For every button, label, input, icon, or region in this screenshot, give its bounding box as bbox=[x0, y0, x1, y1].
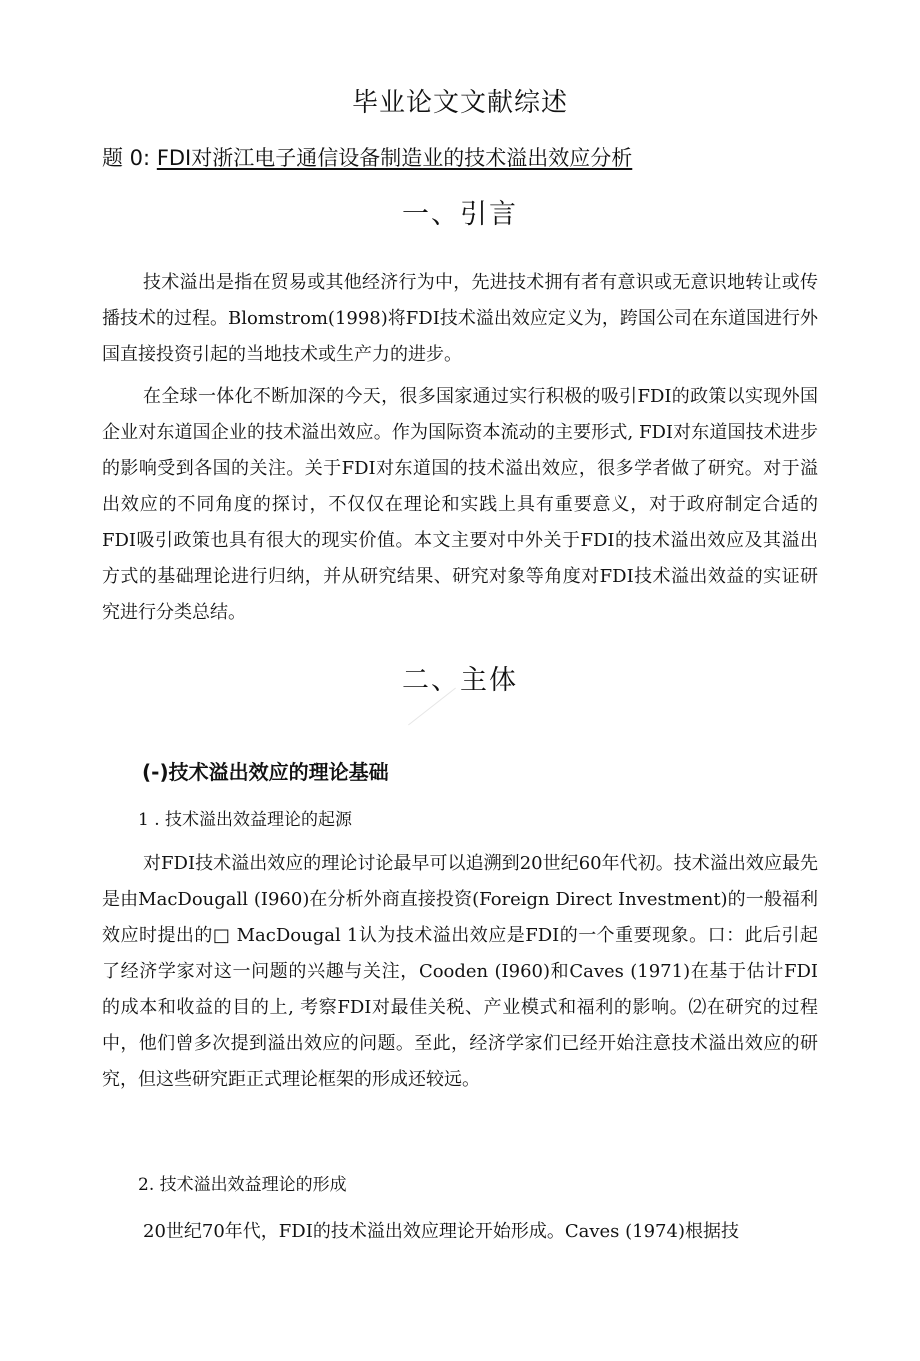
formation-paragraph: 20世纪70年代，FDI的技术溢出效应理论开始形成。Caves (1974)根据技 bbox=[143, 1221, 739, 1242]
origin-paragraph: 对FDI技术溢出效应的理论讨论最早可以追溯到20世纪60年代初。技术溢出效应最先是由MacDougall (I960)在分析外商直接投资(Foreign Direct Investment)的一般福利效应时提出的□ MacDougal 1认为技术溢出效应是FDI的一个重要现象。口：此后引起了经济学家对这一问题的兴趣与关注，Cooden (I960)和Caves (1971)在基于估计FDI的成本和收益的目的上, 考察FDI对最佳关税、产业模式和福利的影响。⑵在研究的过程中，他们曾多次提到溢出效应的问题。至此，经济学家们已经开始注意技术溢出效应的研究，但这些研究距正式理论框架的形成还较远。 bbox=[102, 853, 818, 1090]
topic-label: 题 0: bbox=[102, 146, 151, 170]
document-title: 毕业论文文献综述 bbox=[351, 88, 568, 118]
topic-line bbox=[102, 142, 822, 172]
item-heading-origin: 1 . 技术溢出效益理论的起源 bbox=[138, 810, 353, 830]
topic-text: FDI对浙江电子通信设备制造业的技术溢出效应分析 bbox=[156, 146, 633, 170]
section-heading-main-body: 二、主体 bbox=[402, 665, 518, 696]
intro-paragraph-1: 技术溢出是指在贸易或其他经济行为中，先进技术拥有者有意识或无意识地转让或传播技术的过程。Blomstrom(1998)将FDI技术溢出效应定义为，跨国公司在东道国进行外国直接投资引起的当地技术或生产力的进步。 bbox=[102, 272, 818, 365]
item-heading-formation: 2. 技术溢出效益理论的形成 bbox=[138, 1175, 347, 1195]
subsection-heading-theory-basis: (-)技术溢出效应的理论基础 bbox=[142, 760, 389, 784]
section-heading-introduction: 一、引言 bbox=[402, 199, 518, 230]
intro-paragraph-2: 在全球一体化不断加深的今天，很多国家通过实行积极的吸引FDI的政策以实现外国企业对东道国企业的技术溢出效应。作为国际资本流动的主要形式, FDI对东道国技术进步的影响受到各国的关注。关于FDI对东道国的技术溢出效应，很多学者做了研究。对于溢出效应的不同角度的探讨，不仅仅在理论和实践上具有重要意义，对于政府制定合适的FDI吸引政策也具有很大的现实价值。本文主要对中外关于FDI的技术溢出效应及其溢出方式的基础理论进行归纳，并从研究结果、研究对象等角度对FDI技术溢出效益的实证研究进行分类总结。 bbox=[102, 386, 818, 623]
